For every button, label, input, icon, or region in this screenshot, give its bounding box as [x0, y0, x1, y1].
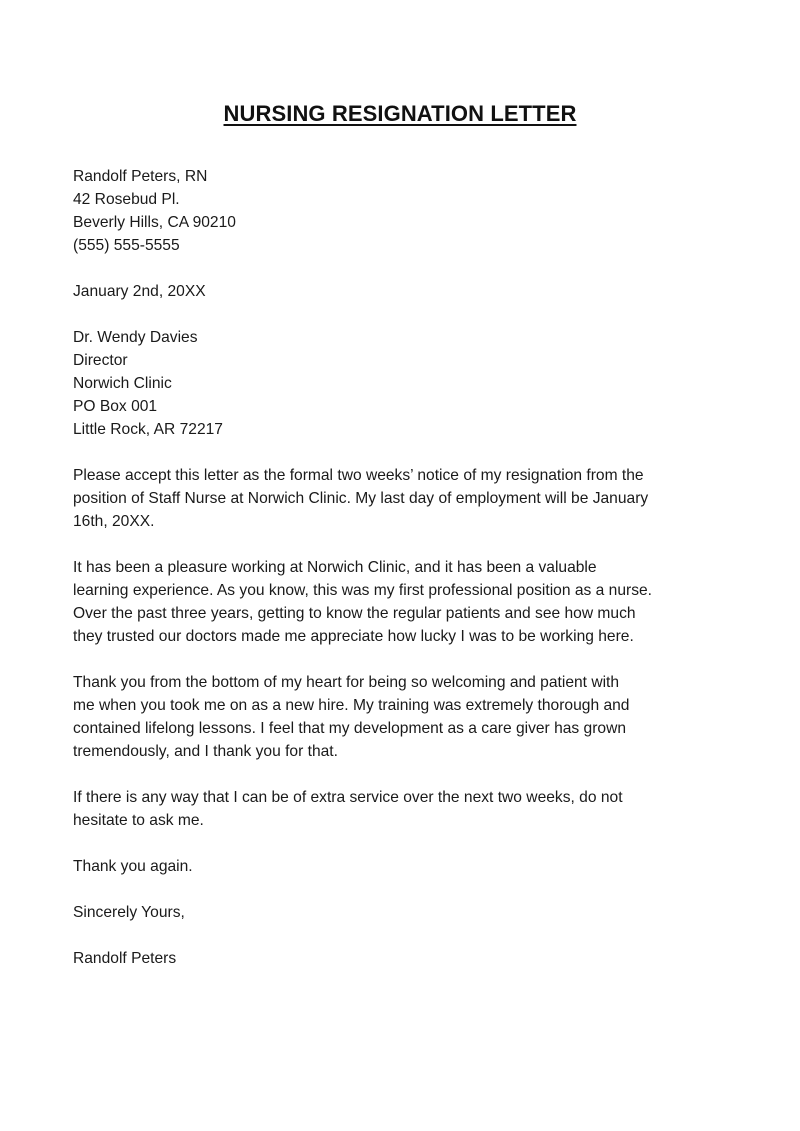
recipient-address — [73, 326, 733, 441]
body-paragraph-experience — [73, 556, 733, 648]
paragraph-line: 16th, 20XX. — [73, 513, 155, 530]
sender-phone: (555) 555-5555 — [73, 237, 180, 254]
letter-body — [73, 165, 733, 993]
recipient-po-box: PO Box 001 — [73, 398, 158, 415]
paragraph-line: they trusted our doctors made me appreciate how lucky I was to be working here. — [73, 628, 634, 645]
signature-name: Randolf Peters — [73, 950, 177, 967]
body-paragraph-gratitude — [73, 671, 733, 763]
paragraph-line: If there is any way that I can be of extra service over the next two weeks, do not — [73, 789, 623, 806]
sign-off-block — [73, 901, 733, 924]
sender-street: 42 Rosebud Pl. — [73, 191, 180, 208]
sender-address — [73, 165, 733, 257]
paragraph-line: Over the past three years, getting to know the regular patients and see how much — [73, 605, 636, 622]
closing-thanks: Thank you again. — [73, 858, 193, 875]
sign-off: Sincerely Yours, — [73, 904, 185, 921]
recipient-organization: Norwich Clinic — [73, 375, 172, 392]
paragraph-line: me when you took me on as a new hire. My training was extremely thorough and — [73, 697, 630, 714]
body-paragraph-notice — [73, 464, 733, 533]
paragraph-line: hesitate to ask me. — [73, 812, 204, 829]
sender-city: Beverly Hills, CA 90210 — [73, 214, 236, 231]
recipient-name: Dr. Wendy Davies — [73, 329, 198, 346]
signature-block — [73, 947, 733, 970]
letter-title: NURSING RESIGNATION LETTER — [223, 101, 577, 126]
letter-date-block — [73, 280, 733, 303]
letter-date: January 2nd, 20XX — [73, 283, 206, 300]
paragraph-line: tremendously, and I thank you for that. — [73, 743, 338, 760]
paragraph-line: contained lifelong lessons. I feel that my development as a care giver has grown — [73, 720, 627, 737]
paragraph-line: Thank you from the bottom of my heart for being so welcoming and patient with — [73, 674, 620, 691]
sender-name: Randolf Peters, RN — [73, 168, 208, 185]
paragraph-line: learning experience. As you know, this was my first professional position as a nurse. — [73, 582, 652, 599]
recipient-title: Director — [73, 352, 128, 369]
recipient-city: Little Rock, AR 72217 — [73, 421, 223, 438]
paragraph-line: Please accept this letter as the formal two weeks’ notice of my resignation from the — [73, 467, 644, 484]
body-paragraph-offer — [73, 786, 733, 832]
paragraph-line: position of Staff Nurse at Norwich Clinic. My last day of employment will be January — [73, 490, 649, 507]
paragraph-line: It has been a pleasure working at Norwich Clinic, and it has been a valuable — [73, 559, 597, 576]
closing-thanks-block — [73, 855, 733, 878]
